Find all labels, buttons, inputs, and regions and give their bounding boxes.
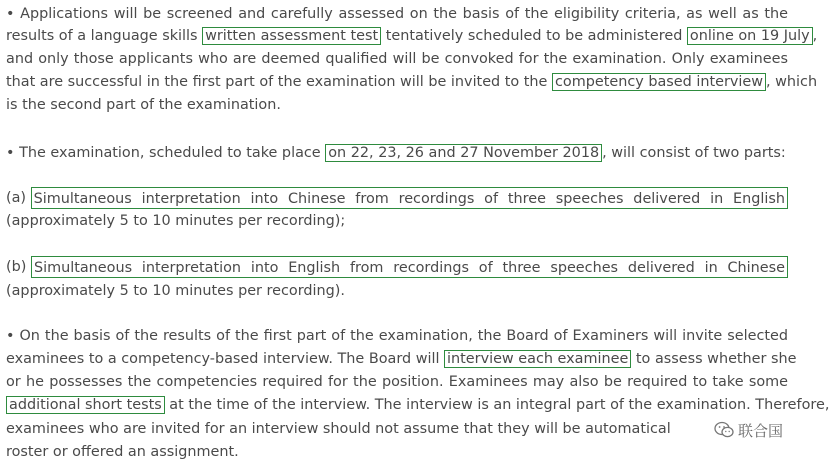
paragraph3-line1: • On the basis of the results of the first part of the examination, the Board of Examiners will invite selected (6, 328, 788, 344)
watermark (712, 418, 787, 442)
highlight-box-online-date: online on 19 July (687, 27, 813, 45)
text-segment: at the time of the interview. The interview is an integral part of the examination. Therefore, (164, 397, 829, 413)
paragraph1-line4 (6, 71, 818, 93)
highlight-box-written-assessment: written assessment test (202, 27, 381, 45)
highlight-box-exam-dates: on 22, 23, 26 and 27 November 2018 (325, 144, 602, 162)
text-segment: examinees to a competency-based interview. The Board will (6, 351, 445, 367)
paragraph3-line6: roster or offered an assignment. (6, 444, 239, 460)
paragraph1-line1: • Applications will be screened and carefully assessed on the basis of the eligibility criteria, as well as the (6, 6, 788, 22)
text-segment: that are successful in the first part of the examination will be invited to the (6, 74, 552, 90)
text-segment: results of a language skills (6, 28, 203, 44)
text-segment: , which (766, 74, 818, 90)
paragraph1-line2 (6, 25, 818, 47)
highlight-box-interview-each: interview each examinee (444, 350, 631, 368)
paragraph2-line (6, 142, 788, 164)
paragraph1-line5: is the second part of the examination. (6, 97, 281, 113)
paragraph3-line5: examinees who are invited for an interview should not assume that they will be automatical (6, 421, 671, 437)
paragraph3-line3: or he possesses the competencies required for the position. Examinees may also be required to take some (6, 374, 788, 390)
list-marker: (a) (6, 190, 31, 206)
highlight-box-part-a: Simultaneous interpretation into Chinese from recordings of three speeches delivered in English (31, 187, 788, 209)
text-segment: • The examination, scheduled to take place (6, 145, 326, 161)
part-b-line1 (6, 256, 788, 278)
text-segment: , will consist of two parts: (602, 145, 786, 161)
paragraph3-line4 (6, 394, 829, 416)
text-segment: to assess whether she (631, 351, 797, 367)
highlight-box-part-b: Simultaneous interpretation into English from recordings of three speeches delivered in Chinese (31, 256, 788, 278)
part-b-line2: (approximately 5 to 10 minutes per recording). (6, 283, 345, 299)
wechat-icon (714, 421, 734, 439)
text-segment: tentatively scheduled to be administered (381, 28, 687, 44)
highlight-box-additional-tests: additional short tests (6, 396, 165, 414)
highlight-box-competency-interview: competency based interview (552, 73, 766, 91)
paragraph3-line2 (6, 348, 797, 370)
watermark-text: 联合国 (738, 421, 784, 440)
part-a-line2: (approximately 5 to 10 minutes per recording); (6, 213, 346, 229)
list-marker: (b) (6, 259, 31, 275)
paragraph1-line3: and only those applicants who are deemed qualified will be convoked for the examination. Only examinees (6, 51, 788, 67)
part-a-line1 (6, 187, 788, 209)
text-segment: , (812, 28, 818, 44)
